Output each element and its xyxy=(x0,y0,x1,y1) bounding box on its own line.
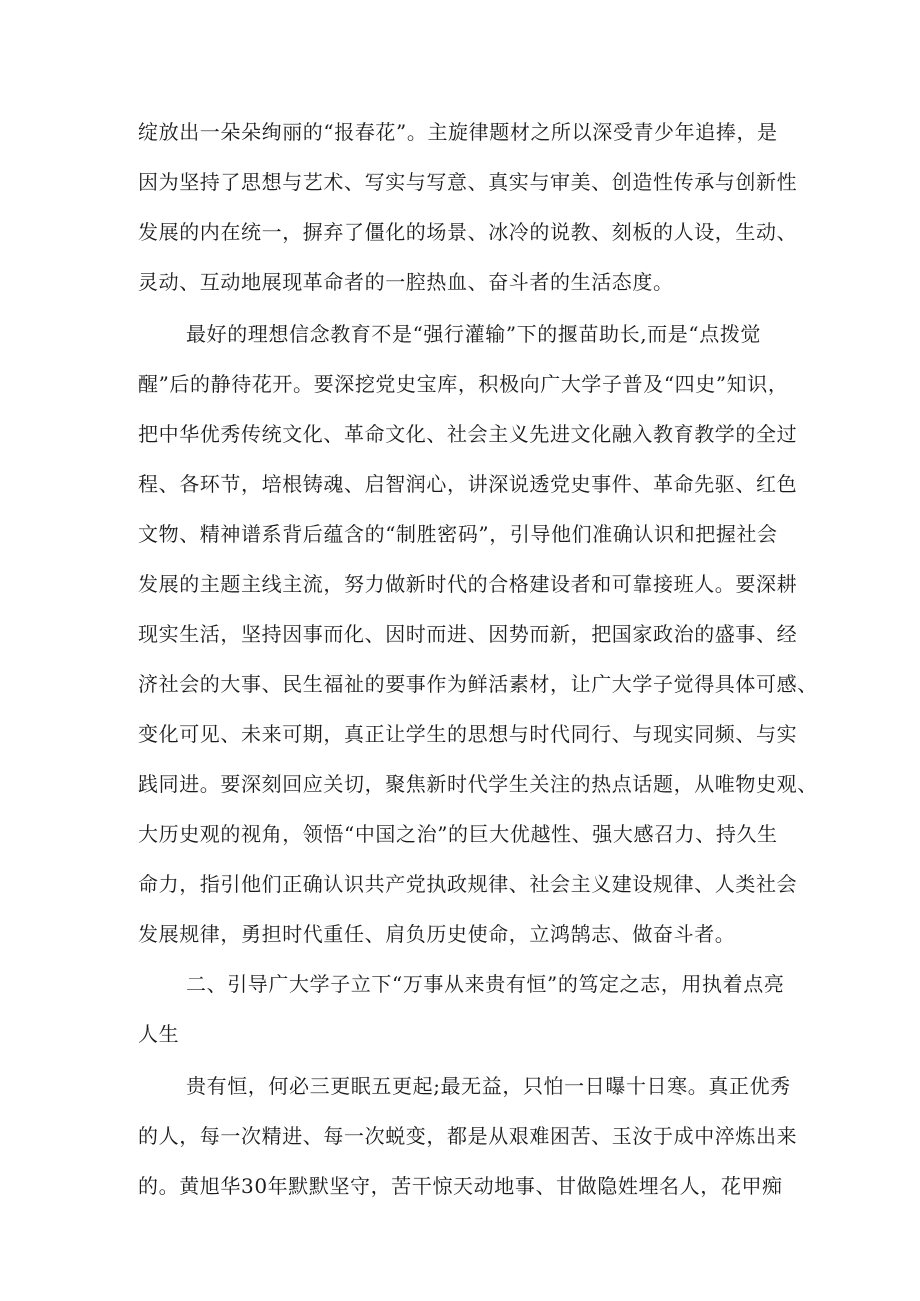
paragraph-1-line-1: 绽放出一朵朵绚丽的“报春花”。主旋律题材之所以深受青少年追捧，是 xyxy=(138,120,778,144)
paragraph-1-line-3: 发展的内在统一，摒弃了僵化的场景、冰冷的说教、刻板的人设，生动、 xyxy=(138,220,798,244)
paragraph-2-line-7: 现实生活，坚持因事而化、因时而进、因势而新，把国家政治的盛事、经 xyxy=(138,622,798,646)
paragraph-2-line-9: 变化可见、未来可期，真正让学生的思想与时代同行、与现实同频、与实 xyxy=(138,722,798,746)
section-heading-line-2: 人生 xyxy=(138,1022,180,1046)
paragraph-2-line-12: 命力，指引他们正确认识共产党执政规律、社会主义建设规律、人类社会 xyxy=(138,872,798,896)
paragraph-2-line-13: 发展规律，勇担时代重任、肩负历史使命，立鸿鹄志、做奋斗者。 xyxy=(138,922,736,946)
section-heading-line-1: 二、引导广大学子立下“万事从来贵有恒”的笃定之志，用执着点亮 xyxy=(186,972,785,996)
paragraph-2-line-3: 把中华优秀传统文化、革命文化、社会主义先进文化融入教育教学的全过 xyxy=(138,422,798,446)
paragraph-2-line-11: 大历史观的视角，领悟“中国之治”的巨大优越性、强大感召力、持久生 xyxy=(138,822,778,846)
paragraph-2-line-6: 发展的主题主线主流，努力做新时代的合格建设者和可靠接班人。要深耕 xyxy=(138,572,798,596)
paragraph-3-line-2: 的人，每一次精进、每一次蜕变，都是从艰难困苦、玉汝于成中淬炼出来 xyxy=(138,1124,798,1148)
paragraph-1-line-4: 灵动、互动地展现革命者的一腔热血、奋斗者的生活态度。 xyxy=(138,270,674,294)
paragraph-2-line-5: 文物、精神谱系背后蕴含的“制胜密码”，引导他们准确认识和把握社会 xyxy=(138,522,778,546)
paragraph-2-line-10: 践同进。要深刻回应关切，聚焦新时代学生关注的热点话题，从唯物史观、 xyxy=(138,772,818,796)
paragraph-2-line-4: 程、各环节，培根铸魂、启智润心，讲深说透党史事件、革命先驱、红色 xyxy=(138,472,798,496)
paragraph-3-line-1: 贵有恒，何必三更眠五更起;最无益，只怕一日曝十日寒。真正优秀 xyxy=(186,1074,791,1098)
paragraph-2-line-1: 最好的理想信念教育不是“强行灌输”下的揠苗助长,而是“点拨觉 xyxy=(186,322,762,346)
paragraph-1-line-2: 因为坚持了思想与艺术、写实与写意、真实与审美、创造性传承与创新性 xyxy=(138,170,798,194)
paragraph-3-line-3: 的。黄旭华30年默默坚守，苦干惊天动地事、甘做隐姓埋名人，花甲痴 xyxy=(138,1174,783,1198)
paragraph-2-line-8: 济社会的大事、民生福祉的要事作为鲜活素材，让广大学子觉得具体可感、 xyxy=(138,672,818,696)
paragraph-2-line-2: 醒”后的静待花开。要深挖党史宝库，积极向广大学子普及“四史”知识， xyxy=(138,372,789,396)
